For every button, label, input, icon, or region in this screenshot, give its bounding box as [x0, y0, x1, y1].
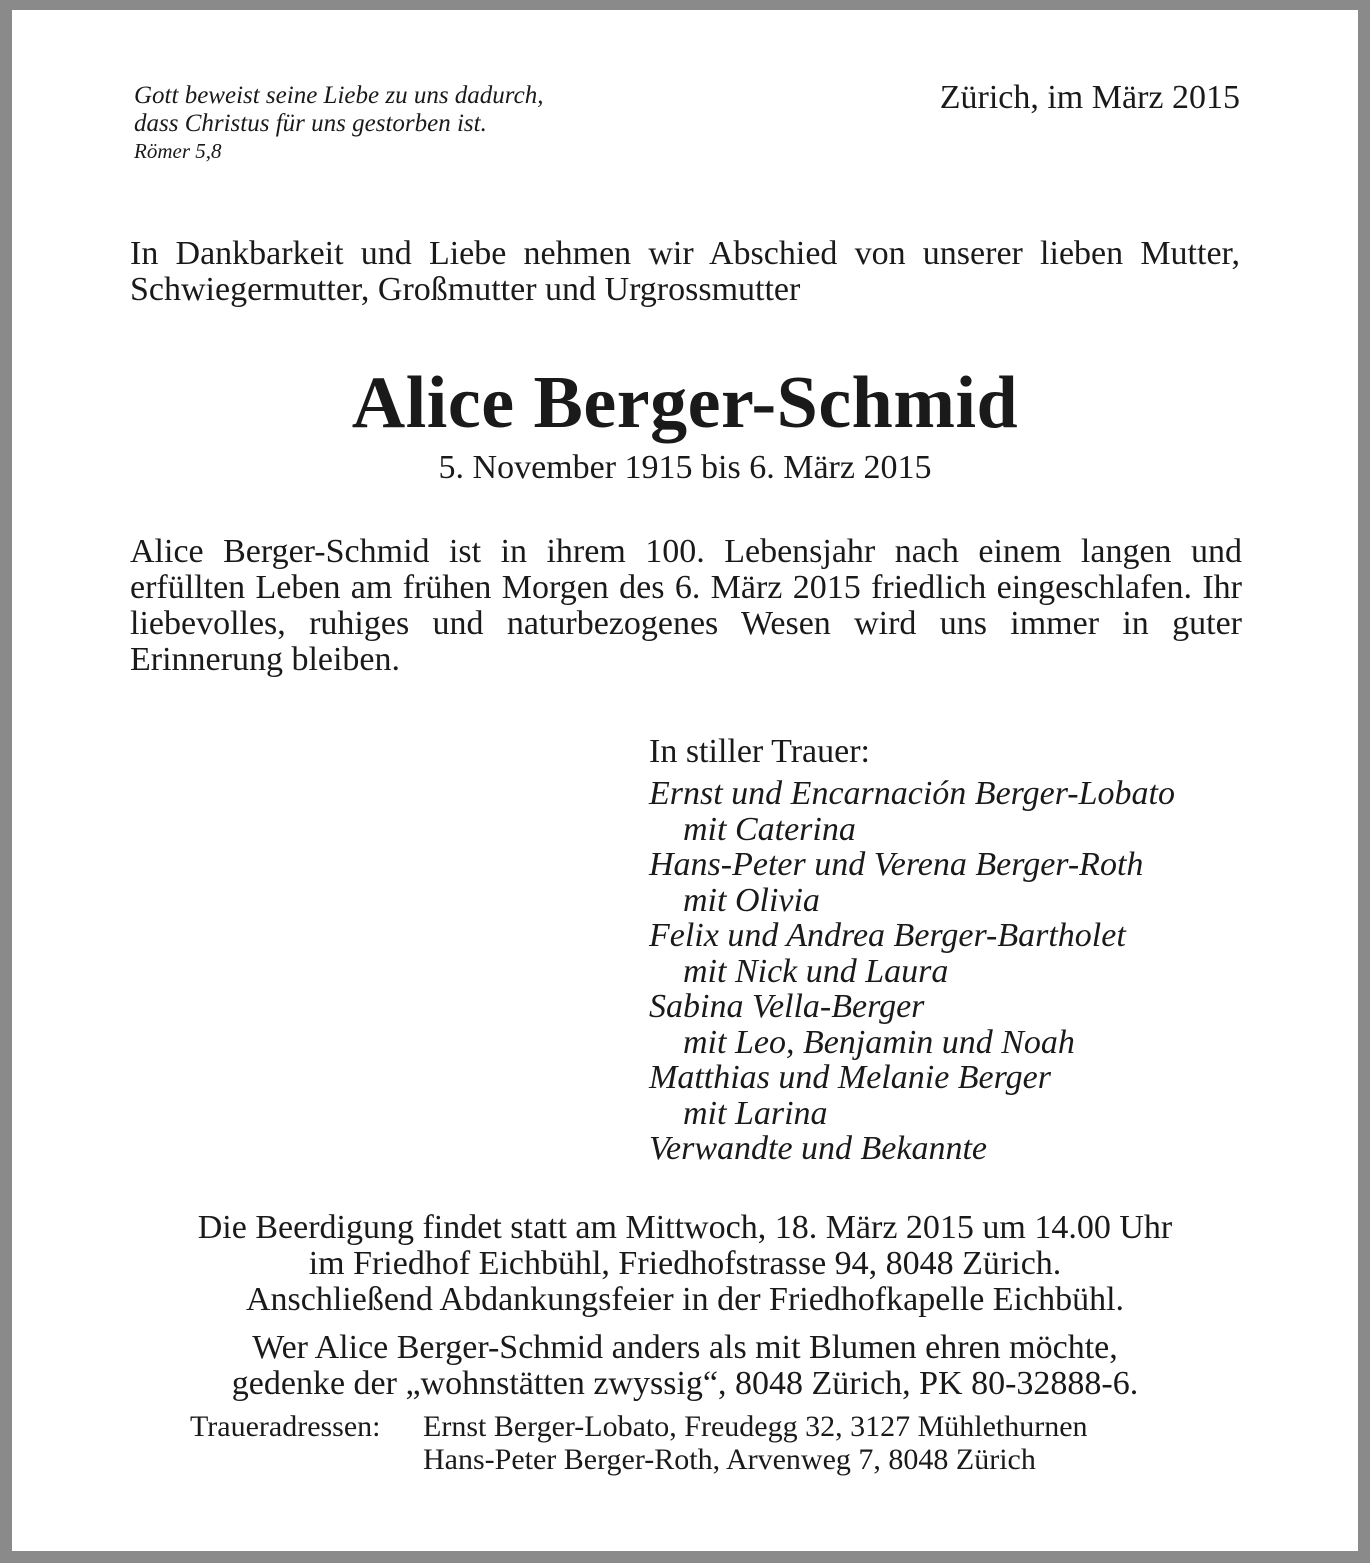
address-line: Ernst Berger-Lobato, Freudegg 32, 3127 Mühlethurnen [423, 1410, 1088, 1443]
addresses-label: Traueradressen: [190, 1410, 381, 1443]
donation-line: gedenke der „wohnstätten zwyssig“, 8048 Zürich, PK 80-32888-6. [231, 1365, 1139, 1402]
address-line: Hans-Peter Berger-Roth, Arvenweg 7, 8048 Zürich [423, 1443, 1036, 1476]
mourner-line: Felix und Andrea Berger-Bartholet [649, 917, 1126, 954]
funeral-info [12, 1210, 1358, 1318]
verse-reference: Römer 5,8 [134, 139, 222, 163]
mourner-line: Hans-Peter und Verena Berger-Roth [649, 846, 1144, 883]
verse-line: Gott beweist seine Liebe zu uns dadurch, [134, 82, 544, 109]
deceased-name: Alice Berger-Schmid [351, 362, 1019, 444]
funeral-line: Die Beerdigung findet statt am Mittwoch, 18. März 2015 um 14.00 Uhr [197, 1209, 1173, 1246]
mourner-line: mit Nick und Laura [683, 952, 949, 990]
mourner-line: Sabina Vella-Berger [649, 988, 925, 1025]
intro-text: In Dankbarkeit und Liebe nehmen wir Abschied von unserer lieben Mutter, Schwiegermutter, Großmutter und Urgrossmutter [130, 235, 1240, 308]
funeral-line: im Friedhof Eichbühl, Friedhofstrasse 94, 8048 Zürich. [308, 1245, 1062, 1282]
obituary-page [12, 10, 1358, 1551]
mourner-line: mit Olivia [683, 881, 820, 919]
life-dates: 5. November 1915 bis 6. März 2015 [438, 449, 932, 486]
mourners-title: In stiller Trauer: [649, 733, 870, 770]
mourner-line: Matthias und Melanie Berger [649, 1059, 1051, 1096]
donation-info [12, 1330, 1358, 1402]
mourner-line: mit Leo, Benjamin und Noah [683, 1023, 1075, 1061]
dateline: Zürich, im März 2015 [939, 79, 1240, 116]
bible-verse [134, 82, 734, 164]
mourner-line: mit Caterina [683, 810, 856, 848]
mourner-line: mit Larina [683, 1094, 828, 1132]
mourner-line: Verwandte und Bekannte [649, 1130, 988, 1167]
funeral-line: Anschließend Abdankungsfeier in der Friedhofkapelle Eichbühl. [245, 1281, 1125, 1318]
body-text: Alice Berger-Schmid ist in ihrem 100. Lebensjahr nach einem langen und erfüllten Leben am frühen Morgen des 6. März 2015 friedlich eingeschlafen. Ihr liebevolles, ruhiges und naturbezogenes Wesen wird uns immer in guter Erinnerung bleiben. [130, 533, 1242, 678]
donation-line: Wer Alice Berger-Schmid anders als mit Blumen ehren möchte, [252, 1329, 1118, 1366]
mourners-list [649, 776, 1289, 1167]
mourner-line: Ernst und Encarnación Berger-Lobato [649, 775, 1175, 812]
mourning-addresses [190, 1410, 1290, 1476]
verse-line: dass Christus für uns gestorben ist. [134, 110, 487, 137]
